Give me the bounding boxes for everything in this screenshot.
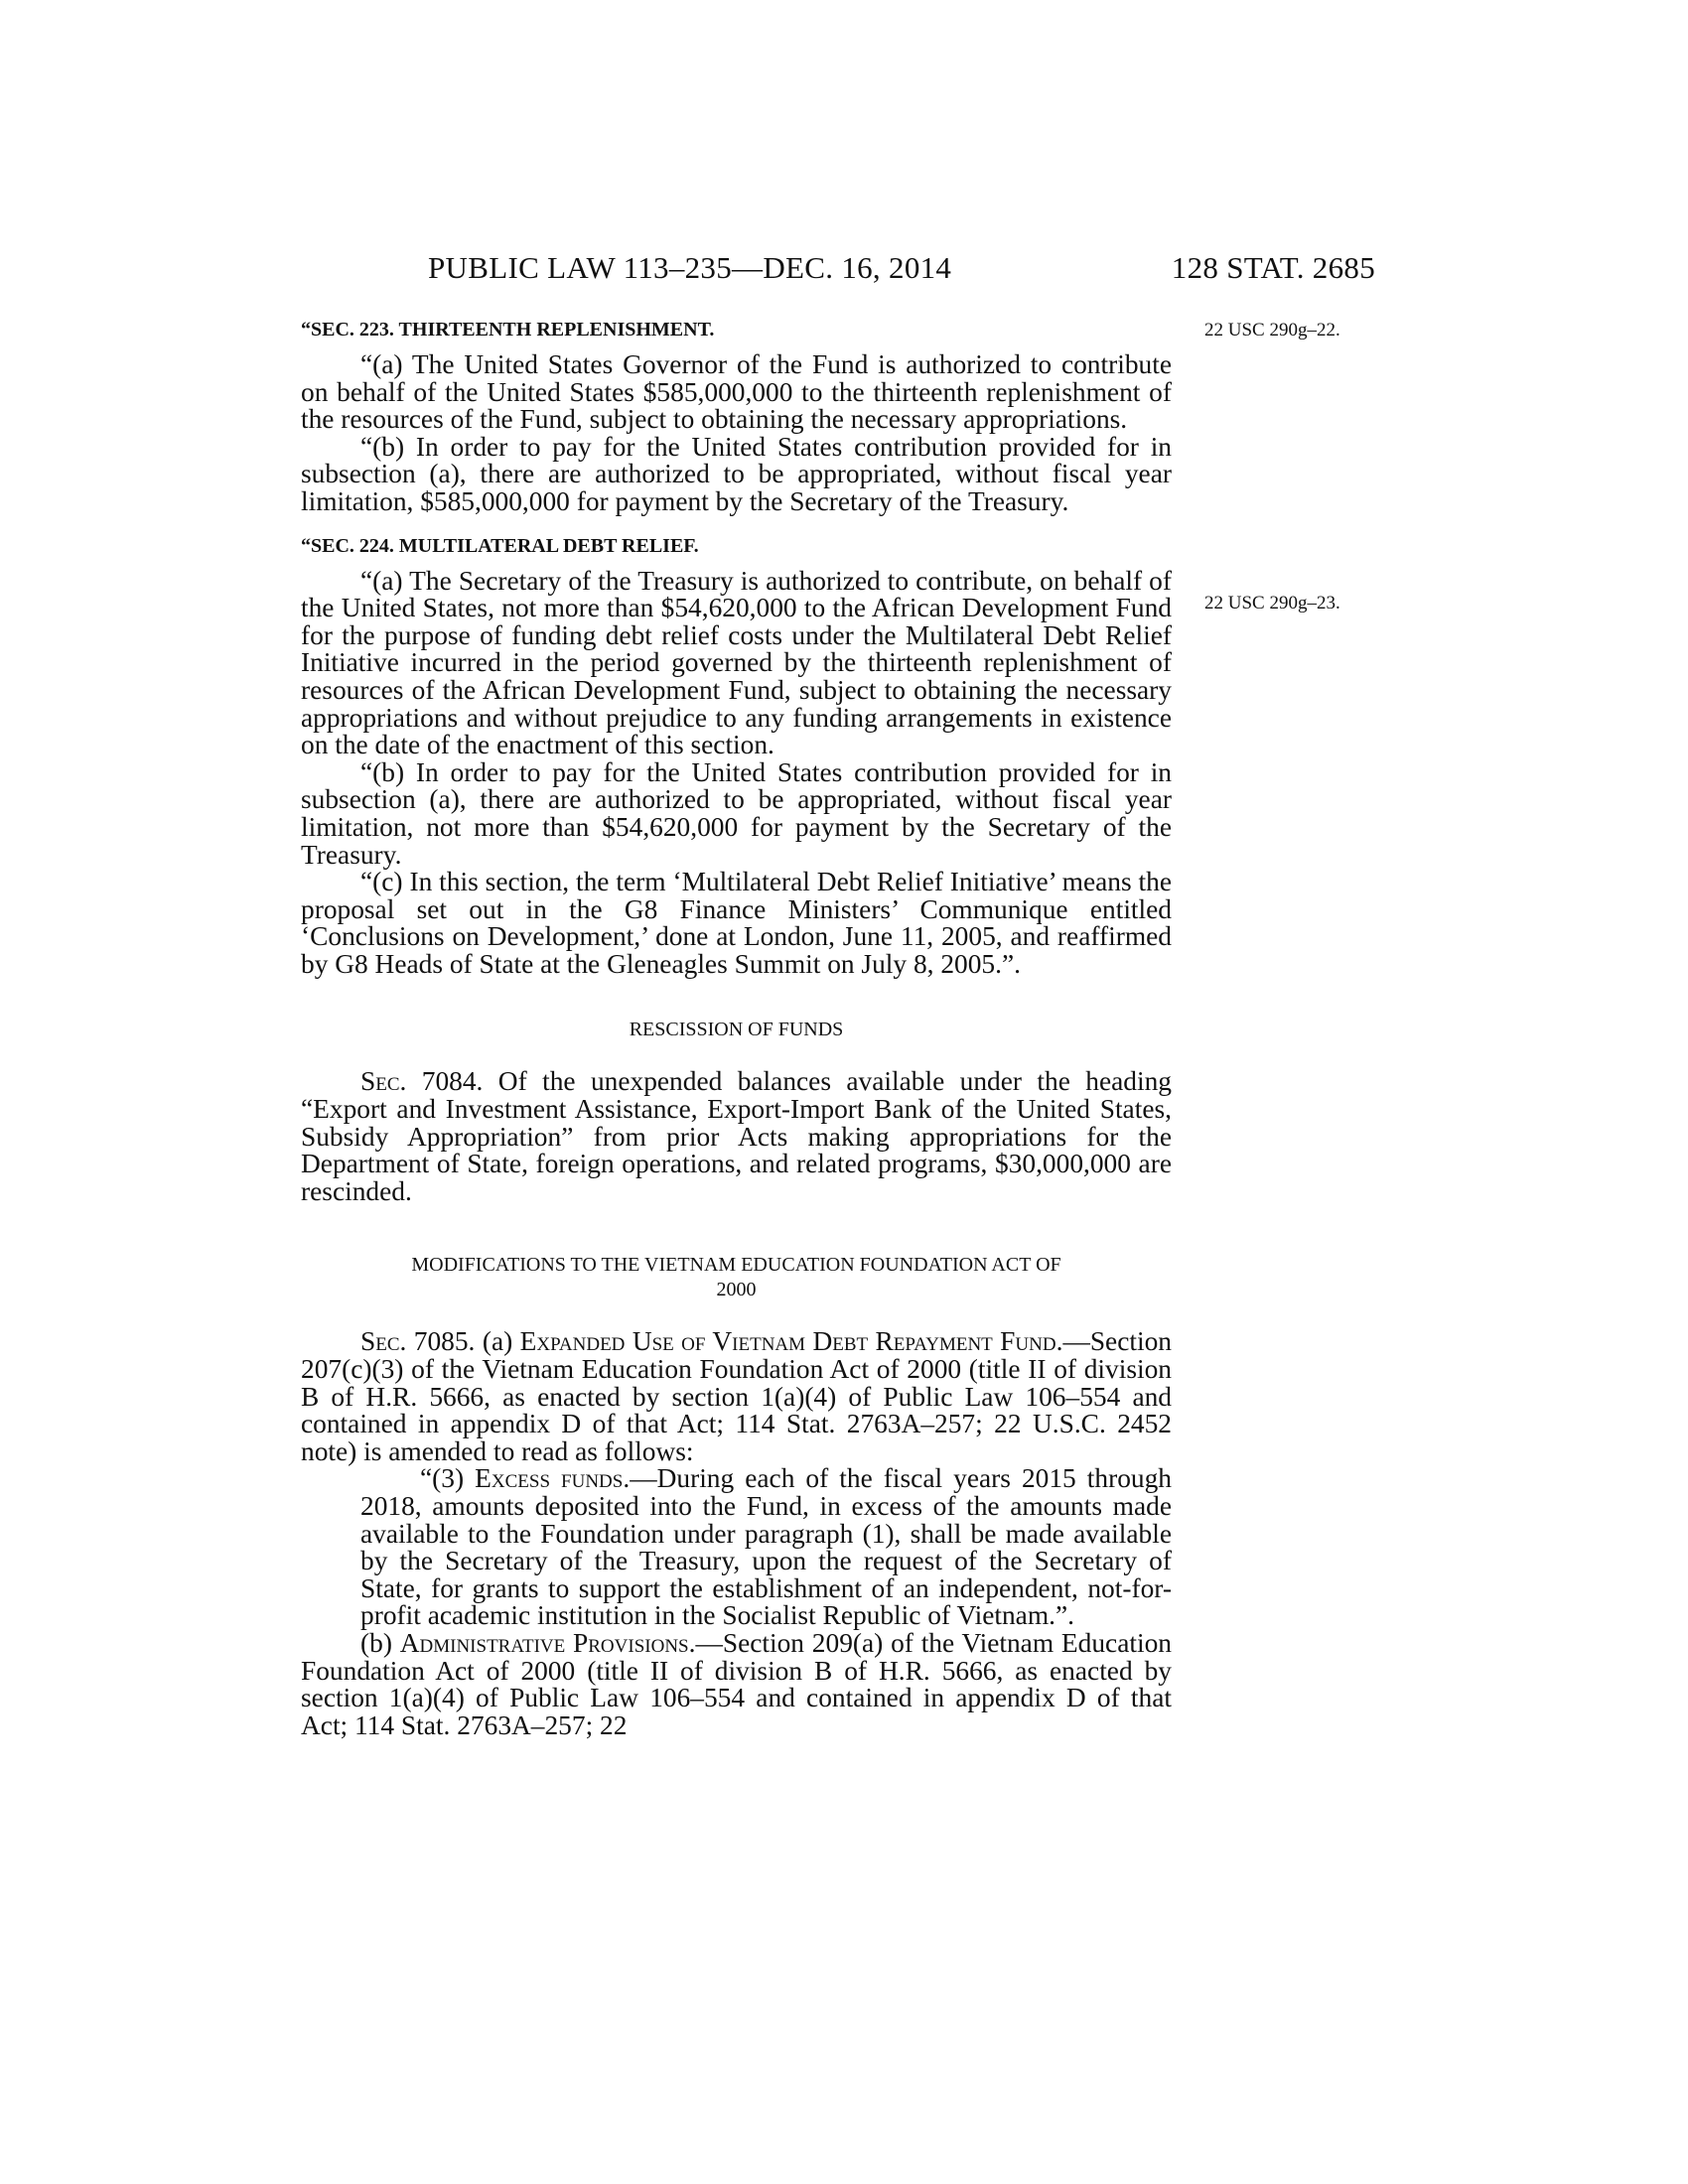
- vietnam-heading: [301, 1253, 1172, 1302]
- vietnam-heading-line-2: 2000: [716, 1279, 757, 1301]
- quoted-paragraph-text: —During each of the fiscal years 2015 through 2018, amounts deposited into the Fund, in excess of the amounts made available to the Foundation under paragraph (1), shall be made available by the Secretary of the Treasury, upon the request of the Secretary of State, for grants to support the establishment of an independent, not-for-profit academic institution in the Socialist Republic of Vietnam.”.: [360, 1463, 1173, 1631]
- stat-page-number: 128 STAT. 2685: [1171, 250, 1375, 285]
- sec-7085-a-title: Expanded Use of Vietnam Debt Repayment Fund.: [519, 1326, 1063, 1357]
- sec-224-heading: “SEC. 224. MULTILATERAL DEBT RELIEF.: [301, 534, 699, 557]
- sec-224-subsection-b: “(b) In order to pay for the United States contribution provided for in subsection (a), there are authorized to be appropriated, without fiscal year limitation, not more than $54,620,000 for payment by the Secretary of the Treasury.: [301, 756, 1172, 870]
- sec-7085-subsection-a: [301, 1328, 1172, 1465]
- page-header: [428, 250, 1375, 286]
- sec-224-subsection-a: “(a) The Secretary of the Treasury is authorized to contribute, on behalf of the United States, not more than $54,620,000 to the African Development Fund for the purpose of funding debt relief costs under the Multilateral Debt Relief Initiative incurred in the period governed by the thirteenth replenishment of resources of the African Development Fund, subject to obtaining the necessary appropriations and without prejudice to any funding arrangements in existence on the date of the enactment of this section.: [301, 565, 1172, 760]
- sec-7085-label: Sec. 7085.: [360, 1326, 476, 1357]
- sec-223-heading: “SEC. 223. THIRTEENTH REPLENISHMENT.: [301, 319, 715, 341]
- sec-223-subsection-b: “(b) In order to pay for the United States contribution provided for in subsection (a), there are authorized to be appropriated, without fiscal year limitation, $585,000,000 for payment by the Secretary of the Treasury.: [301, 431, 1172, 516]
- rescission-heading: RESCISSION OF FUNDS: [629, 1019, 844, 1041]
- sec-7084-text: Of the unexpended balances available under the heading “Export and Investment Assistance, Export-Import Bank of the United States, Subsidy Appropriation” from prior Acts making appropriations for the Department of State, foreign operations, and related programs, $30,000,000 are rescinded.: [301, 1066, 1172, 1206]
- sec-7085-a-text: —Section 207(c)(3) of the Vietnam Education Foundation Act of 2000 (title II of division B of H.R. 5666, as enacted by section 1(a)(4) of Public Law 106–554 and contained in appendix D of that Act; 114 Stat. 2763A–257; 22 U.S.C. 2452 note) is amended to read as follows:: [301, 1326, 1172, 1466]
- quoted-paragraph-title: Excess funds.: [475, 1463, 631, 1494]
- sec-7085-quoted-paragraph: [360, 1465, 1172, 1630]
- sec-223-subsection-a: “(a) The United States Governor of the Fund is authorized to contribute on behalf of the United States $585,000,000 to the thirteenth replenishment of the resources of the Fund, subject to obtaining the necessary appropriations.: [301, 349, 1172, 435]
- sec-7085-b-text: —Section 209(a) of the Vietnam Education Foundation Act of 2000 (title II of division B of H.R. 5666, as enacted by section 1(a)(4) of Public Law 106–554 and contained in appendix D of that Act; 114 Stat. 2763A–257; 22: [301, 1627, 1172, 1740]
- sec-7085-a-label: (a): [475, 1326, 520, 1357]
- sec-7084-paragraph: [301, 1068, 1172, 1205]
- sec-7084-label: Sec. 7084.: [360, 1066, 484, 1097]
- sec-7085-b-title: Administrative Provisions.: [399, 1627, 696, 1658]
- page-body: [301, 318, 1172, 1739]
- sec-7085-subsection-b: [301, 1627, 1172, 1740]
- sec-224-subsection-c: “(c) In this section, the term ‘Multilateral Debt Relief Initiative’ means the proposal set out in the G8 Finance Ministers’ Communique entitled ‘Conclusions on Development,’ done at London, June 11, 2005, and reaffirmed by G8 Heads of State at the Gleneagles Summit on July 8, 2005.”.: [301, 867, 1172, 979]
- quoted-paragraph-label: “(3): [420, 1463, 476, 1494]
- sec-7085-b-label: (b): [360, 1627, 400, 1658]
- running-head: PUBLIC LAW 113–235—DEC. 16, 2014: [428, 250, 952, 285]
- vietnam-heading-line-1: MODIFICATIONS TO THE VIETNAM EDUCATION FOUNDATION ACT OF: [411, 1254, 1061, 1277]
- margin-note-sec-224: 22 USC 290g–23.: [1204, 593, 1340, 614]
- margin-note-sec-223: 22 USC 290g–22.: [1204, 320, 1340, 341]
